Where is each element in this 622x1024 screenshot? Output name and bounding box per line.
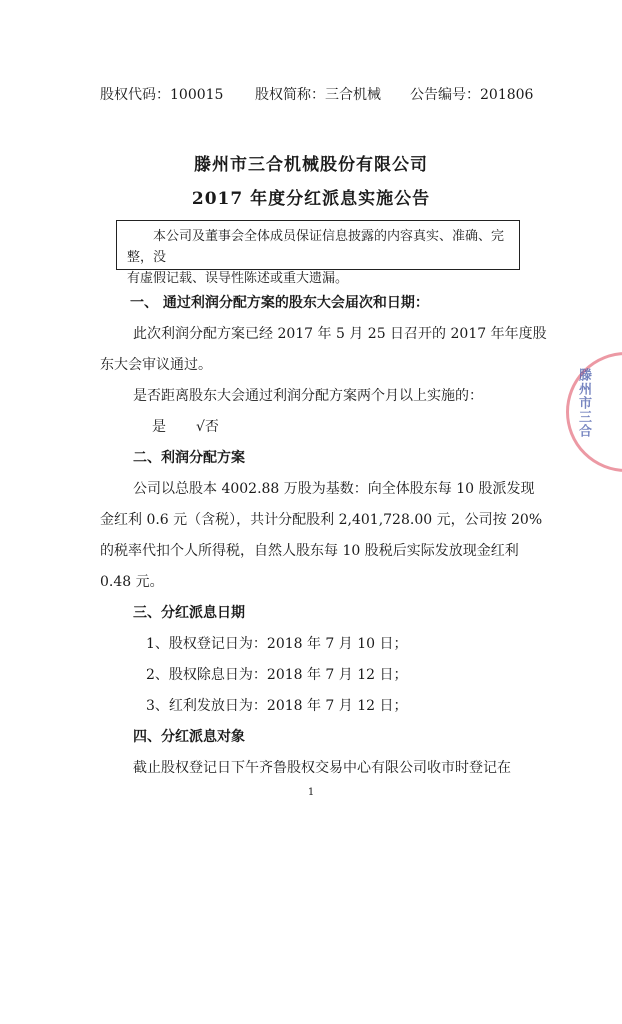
section2-line2: 金红利 0.6 元（含税），共计分配股利 2,401,728.00 元，公司按 20% (100, 512, 543, 528)
section1-para1-line1: 此次利润分配方案已经 2017 年 5 月 25 日召开的 2017 年年度股 (133, 326, 547, 342)
section4-line1: 截止股权登记日下午齐鲁股权交易中心有限公司收市时登记在 (133, 760, 511, 776)
answer-no-checked: √否 (196, 419, 219, 435)
section3-heading: 三、分红派息日期 (133, 605, 245, 621)
section2-line3: 的税率代扣个人所得税，自然人股东每 10 股税后实际发放现金红利 (100, 543, 519, 559)
section3-item2: 2、股权除息日为：2018 年 7 月 12 日； (146, 667, 408, 683)
section4-heading: 四、分红派息对象 (133, 729, 245, 745)
disclaimer-line-1: 本公司及董事会全体成员保证信息披露的内容真实、准确、完整，没 (127, 229, 505, 265)
answer-yes: 是 (152, 419, 166, 435)
stock-code: 股权代码：100015 (100, 87, 224, 103)
notice-title: 2017 年度分红派息实施公告 (191, 189, 431, 209)
section1-para1-line2: 东大会审议通过。 (100, 357, 212, 373)
section2-line1: 公司以总股本 4002.88 万股为基数：向全体股东每 10 股派发现 (133, 481, 535, 497)
section1-heading: 一、 通过利润分配方案的股东大会届次和日期： (130, 295, 429, 311)
section2-heading: 二、利润分配方案 (133, 450, 245, 466)
section2-line4: 0.48 元。 (100, 574, 164, 590)
section3-item3: 3、红利发放日为：2018 年 7 月 12 日； (146, 698, 408, 714)
seal-text: 滕州市三合 (576, 368, 591, 438)
section1-para2: 是否距离股东大会通过利润分配方案两个月以上实施的： (133, 388, 483, 404)
company-title: 滕州市三合机械股份有限公司 (194, 155, 428, 175)
page-number: 1 (307, 787, 315, 798)
section3-item1: 1、股权登记日为：2018 年 7 月 10 日； (146, 636, 408, 652)
disclaimer-box (116, 220, 520, 286)
notice-number: 公告编号：201806 (410, 87, 534, 103)
stock-short-name: 股权简称：三合机械 (255, 87, 381, 103)
disclaimer-line-2: 有虚假记载、误导性陈述或重大遗漏。 (127, 271, 349, 286)
